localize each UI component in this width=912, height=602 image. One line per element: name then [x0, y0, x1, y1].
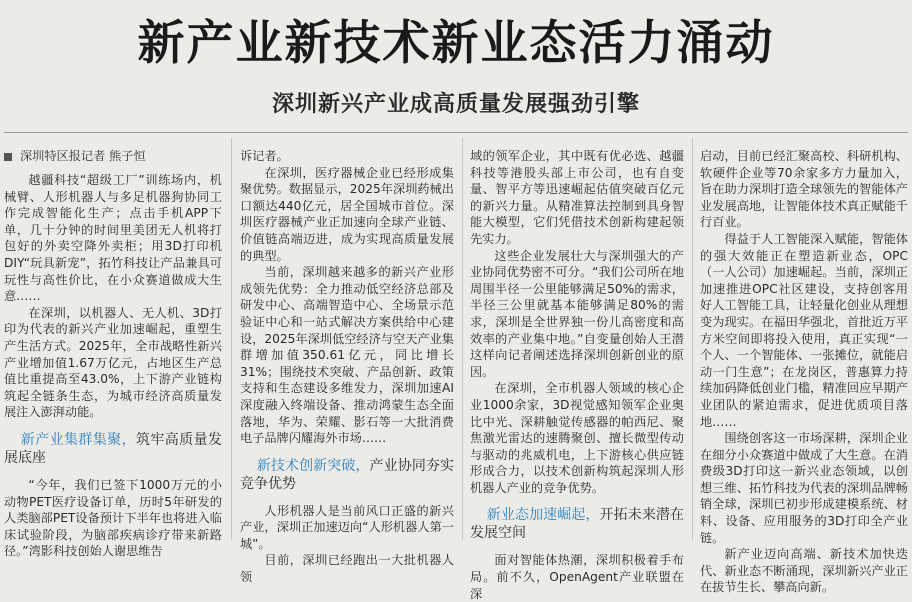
paragraph: 得益于人工智能深入赋能，智能体的强大效能正在塑造新业态，OPC（一人公司）加速崛起。当前，深圳正加速推进OPC社区建设，支持创客用好人工智能工具，让轻量化创业从理想变为现实。在福田华强北，首批近万平方米空间即将投入使用，真正实现“一个人、一个智能体、一张摊位，就能启动一门生意”；在龙岗区，普惠算力持续加码降低创业门槛，精准回应早期产业团队的紧迫需求，促进优质项目落地……	[700, 231, 908, 429]
section-subheading	[240, 457, 454, 493]
paragraph: 面对智能体热潮，深圳积极着手布局。前不久，OpenAgent产业联盟在深	[470, 553, 684, 601]
paragraph: 在深圳，以机器人、无人机、3D打印为代表的新兴产业加速崛起，重塑生产生活方式。2025年，全市战略性新兴产业增加值1.67万亿元，占地区生产总值比重提高至43.0%，上下游产业链构筑起全链条生态，为城市经济高质量发展注入澎湃动能。	[4, 305, 222, 420]
article-column-1	[4, 148, 223, 559]
paragraph: 目前，深圳已经跑出一大批机器人领	[240, 553, 454, 585]
paragraph: 这些企业发展壮大与深圳强大的产业协同优势密不可分。“我们公司所在地周围半径一公里能够满足50%的需求，半径三公里就基本能够满足80%的需求，深圳是全世界独一份儿高密度和高效率的产业集中地。”自变量创始人王潜这样向记者阐述选择深圳创新创业的原因。	[470, 248, 684, 379]
column-divider	[231, 138, 232, 540]
subheadline: 深圳新兴产业成高质量发展强劲引擎	[271, 92, 640, 117]
article-column-2	[240, 148, 455, 585]
article-column-3	[470, 148, 685, 601]
paragraph: 人形机器人是当前风口正盛的新兴产业，深圳正加速迈向“人形机器人第一城”。	[240, 503, 454, 551]
subheading-highlight: 新技术创新突破，	[256, 457, 370, 474]
paragraph: 新产业迈向高端、新技术加快迭代、新业态不断涌现，深圳新兴产业正在拔节生长、攀高向新。	[700, 547, 908, 595]
paragraph: 诉记者。	[240, 149, 289, 163]
square-bullet-icon	[4, 153, 12, 161]
headline: 新产业新技术新业态活力涌动	[137, 16, 775, 71]
subheading-text: 筑牢高质量发展底座	[4, 431, 223, 466]
subheading-text: 产业协同夯实竞争优势	[240, 457, 455, 492]
paragraph: 域的领军企业，其中既有优必选、越疆科技等港股头部上市公司，也有自变量、智平方等迅速崛起估值突破百亿元的新兴力量。从精准算法控制到具身智能大模型，它们凭借技术创新构建起领先实力。	[470, 149, 684, 246]
header-divider	[4, 132, 908, 133]
subheading-highlight: 新产业集群集聚，	[20, 431, 136, 448]
article-column-4	[700, 148, 908, 595]
paragraph: 在深圳，全市机器人领域的核心企业1000余家，3D视觉感知领军企业奥比中光、深耕触觉传感器的帕西尼、聚焦激光雷达的速腾聚创、擅长微型传动与驱动的兆威机电，上下游核心供应链形成合力，以技术创新构筑起深圳人形机器人产业的竞争优势。	[470, 381, 684, 495]
column-divider	[462, 138, 463, 540]
section-subheading	[4, 431, 222, 467]
column-divider	[692, 138, 693, 540]
paragraph: 越疆科技“超级工厂”训练场内，机械臂、人形机器人与多足机器狗协同工作完成智能化生产；点击手机APP下单，几十分钟的时间里美团无人机将打包好的外卖空降外卖柜；用3D打印机DIY“玩具新宠”，拓竹科技让产品兼具可玩性与高性价比，在小众赛道做成大生意……	[4, 173, 222, 304]
paragraph: 在深圳，医疗器械企业已经形成集聚优势。数据显示，2025年深圳药械出口额达440亿元，居全国城市首位。深圳医疗器械产业正加速向全球产业链、价值链高端迈进，成为实现高质量发展的典型。	[240, 165, 454, 263]
section-subheading	[470, 506, 684, 542]
paragraph: 当前，深圳越来越多的新兴产业形成领先优势：全力推动低空经济总部及研发中心、高端智造中心、全场景示范验证中心和一站式解决方案供给中心建设，2025年深圳低空经济与空天产业集群增加值350.61亿元，同比增长31%；围绕技术突破、产品创新、政策支持和生态建设多维发力，深圳加速AI深度融入终端设备、推动鸿蒙生态全面落地，华为、荣耀、影石等一大批消费电子品牌闪耀海外市场……	[240, 265, 454, 446]
byline-text: 深圳特区报记者 熊子恒	[20, 149, 146, 163]
subheading-text: 开拓未来潜在发展空间	[470, 507, 685, 542]
paragraph: 围绕创客这一市场深耕，深圳企业在细分小众赛道中做成了大生意。在消费级3D打印这一新兴业态领域，以创想三维、拓竹科技为代表的深圳品牌畅销全球，深圳已初步形成建模系统、材料、设备、应用服务的3D打印全产业链。	[700, 431, 908, 545]
paragraph: “今年，我们已签下1000万元的小动物PET医疗设备订单，历时5年研发的人类脑部PET设备预计下半年也将进入临床试验阶段，为脑部疾病诊疗带来新路径。”湾影科技创始人谢思维告	[4, 477, 222, 559]
byline	[4, 148, 222, 164]
subheading-highlight: 新业态加速崛起，	[486, 507, 600, 524]
paragraph: 启动，目前已经汇聚高校、科研机构、软硬件企业等70余家多方力量加入，旨在助力深圳打造全球领先的智能体产业发展高地，让智能体技术真正赋能千行百业。	[700, 149, 908, 230]
